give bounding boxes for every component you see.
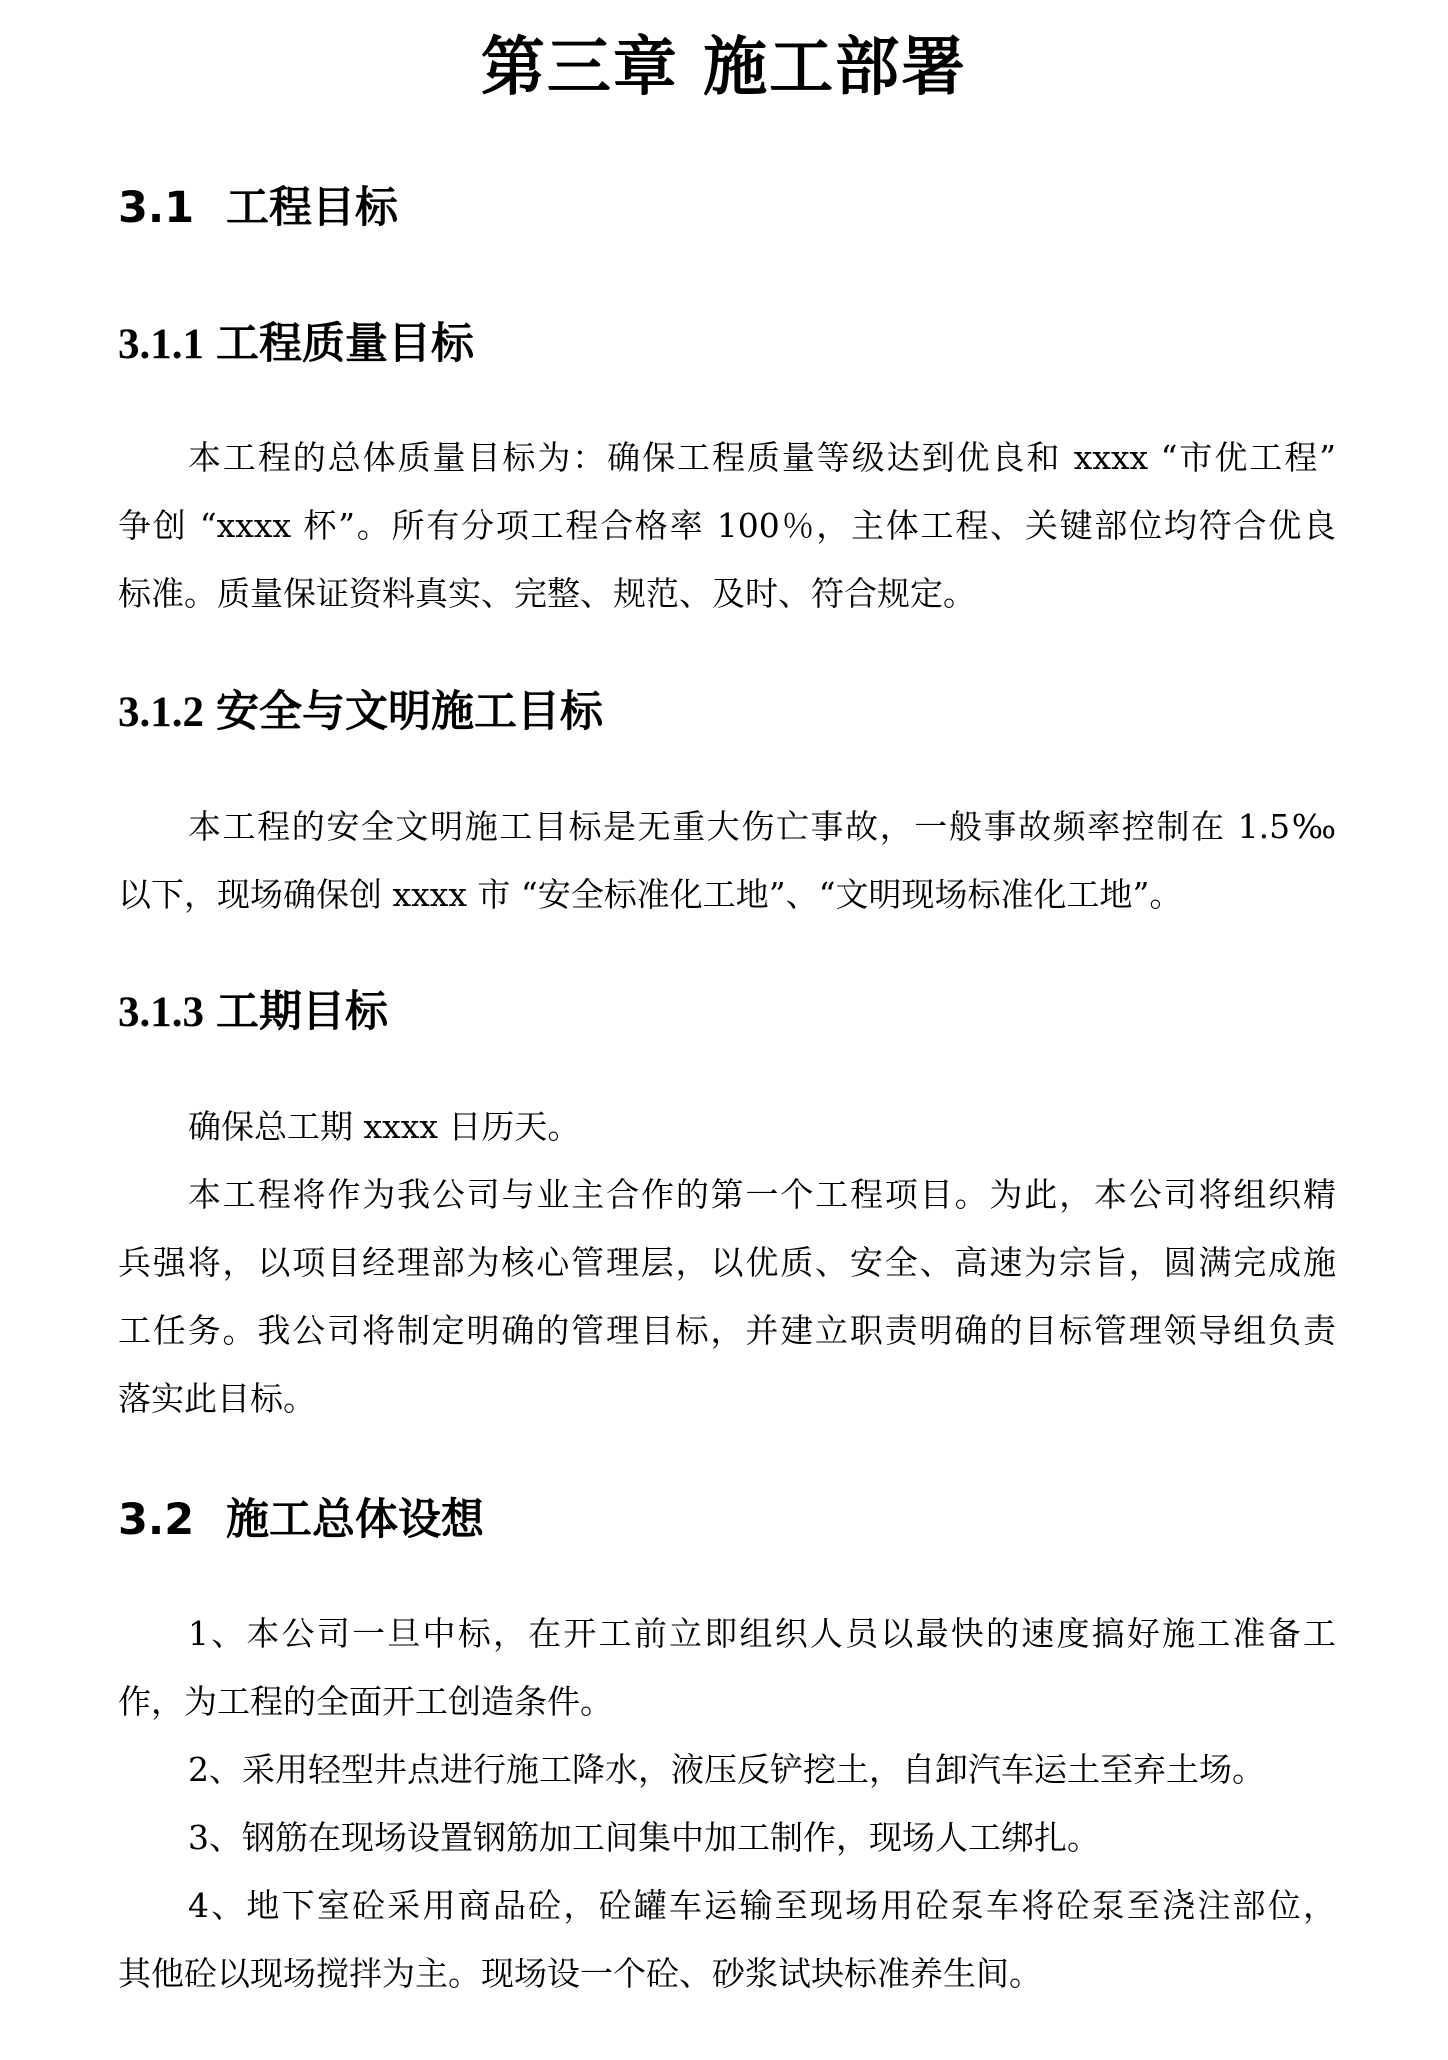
plan-item-1	[118, 1600, 1336, 1736]
paragraph-line: 争创 “xxxx 杯”。所有分项工程合格率 100％，主体工程、关键部位均符合优良	[118, 506, 1336, 545]
section-title: 安全与文明施工目标	[216, 687, 603, 737]
quality-target-paragraph	[118, 424, 1336, 628]
section-heading-3-2	[118, 1490, 484, 1550]
section-number: 3.2	[118, 1495, 195, 1545]
plan-item-4	[118, 1872, 1336, 2008]
paragraph-line: 落实此目标。	[118, 1379, 316, 1418]
paragraph-line: 兵强将，以项目经理部为核心管理层，以优质、安全、高速为宗旨，圆满完成施	[118, 1243, 1336, 1282]
plan-item-2	[118, 1736, 1336, 1804]
paragraph-line: 作，为工程的全面开工创造条件。	[118, 1682, 613, 1721]
paragraph-line: 确保总工期 xxxx 日历天。	[188, 1107, 581, 1146]
chapter-title: 第三章 施工部署	[480, 30, 968, 105]
paragraph-line: 4、地下室砼采用商品砼，砼罐车运输至现场用砼泵车将砼泵至浇注部位，	[188, 1886, 1336, 1925]
section-title: 工程质量目标	[216, 319, 474, 369]
paragraph-line: 标准。质量保证资料真实、完整、规范、及时、符合规定。	[118, 574, 976, 613]
paragraph-line: 3、钢筋在现场设置钢筋加工间集中加工制作，现场人工绑扎。	[188, 1818, 1100, 1857]
safety-target-paragraph	[118, 793, 1336, 929]
paragraph-line: 以下，现场确保创 xxxx 市 “安全标准化工地”、“文明现场标准化工地”。	[118, 875, 1183, 914]
paragraph-line: 本工程的安全文明施工目标是无重大伤亡事故，一般事故频率控制在 1.5‰	[188, 807, 1336, 846]
section-number: 3.1	[118, 183, 195, 233]
section-heading-3-1-1	[118, 314, 474, 375]
section-heading-3-1-2	[118, 682, 603, 743]
section-title: 施工总体设想	[226, 1495, 484, 1545]
paragraph-line: 1、本公司一旦中标，在开工前立即组织人员以最快的速度搞好施工准备工	[188, 1614, 1336, 1653]
schedule-target-paragraph	[118, 1093, 1336, 1161]
paragraph-line: 本工程将作为我公司与业主合作的第一个工程项目。为此，本公司将组织精	[188, 1175, 1336, 1214]
paragraph-line: 其他砼以现场搅拌为主。现场设一个砼、砂浆试块标准养生间。	[118, 1954, 1042, 1993]
paragraph-line: 工任务。我公司将制定明确的管理目标，并建立职责明确的目标管理领导组负责	[118, 1311, 1336, 1350]
paragraph-line: 2、采用轻型井点进行施工降水，液压反铲挖土，自卸汽车运土至弃土场。	[188, 1750, 1265, 1789]
section-heading-3-1-3	[118, 982, 388, 1043]
section-number: 3.1.1	[118, 321, 204, 368]
section-heading-3-1	[118, 178, 398, 238]
project-intro-paragraph	[118, 1161, 1336, 1433]
paragraph-line: 本工程的总体质量目标为：确保工程质量等级达到优良和 xxxx “市优工程”	[188, 438, 1336, 477]
section-title: 工程目标	[226, 183, 398, 233]
section-title: 工期目标	[216, 987, 388, 1037]
section-number: 3.1.2	[118, 689, 204, 736]
plan-item-3	[118, 1804, 1336, 1872]
section-number: 3.1.3	[118, 989, 204, 1036]
